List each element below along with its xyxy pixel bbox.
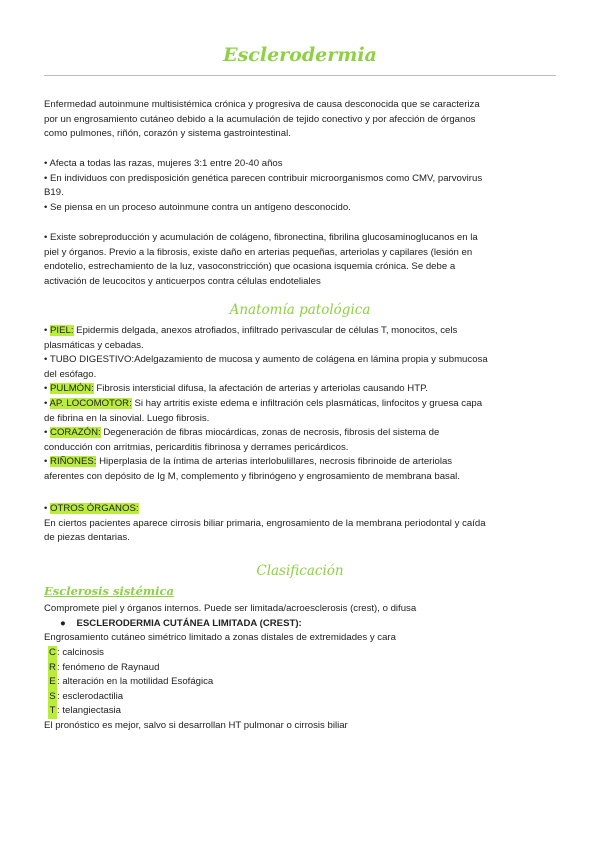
- crest-item: R: fenómeno de Raynaud: [44, 661, 213, 676]
- anatomy-piel: • PIEL: Epidermis delgada, anexos atrofiados, infiltrado perivascular de células T, monocitos, cels: [44, 325, 458, 336]
- intro-line: Enfermedad autoinmune multisistémica crónica y progresiva de causa desconocida que se caracteriza: [44, 99, 480, 110]
- anatomy-line: conducción con arritmias, pericarditis fibrinosa y derrames pericárdicos.: [44, 441, 349, 453]
- anatomy-line: aferentes con depósito de Ig M, complemento y fibrinógeno y engrosamiento de membrana basal.: [44, 470, 460, 482]
- pulmon-label: PULMÓN:: [50, 383, 94, 395]
- anatomy-line: de fibrina en la sinovial. Luego fibrosis.: [44, 412, 210, 424]
- prognosis-text: El pronóstico es mejor, salvo si desarrollan HT pulmonar o cirrosis biliar: [44, 720, 348, 731]
- intro-line: como pulmones, riñón, corazón y sistema gastrointestinal.: [44, 128, 291, 140]
- anatomy-otros: • OTROS ÓRGANOS:: [44, 503, 139, 514]
- corazon-label: CORAZÓN:: [50, 427, 101, 439]
- bullet-line: • Se piensa en un proceso autoinmune contra un antígeno desconocido.: [44, 201, 351, 213]
- crest-item: S: esclerodactilia: [44, 690, 213, 705]
- anatomy-line: plasmáticas y cebadas.: [44, 339, 144, 351]
- anatomy-line: del esófago.: [44, 368, 97, 380]
- piel-label: PIEL:: [50, 325, 74, 336]
- pathogenesis-line: • Existe sobreproducción y acumulación de colágeno, fibronectina, fibrilina glucosaminoglucanos en la: [44, 232, 478, 243]
- intro-line: por un engrosamiento cutáneo debido a la acumulación de tejido conectivo y por afección de órganos: [44, 113, 476, 125]
- crest-item: T : telangiectasia: [44, 704, 213, 719]
- locomotor-label: AP. LOCOMOTOR:: [49, 397, 132, 409]
- bullet-line: B19.: [44, 187, 64, 199]
- pathogenesis-line: activación de leucocitos y anticuerpos contra células endoteliales: [44, 275, 321, 287]
- otros-label: OTROS ÓRGANOS:: [50, 503, 139, 514]
- anatomy-tubo: • TUBO DIGESTIVO:Adelgazamiento de mucosa y aumento de colágena en lámina propia y submucosa: [44, 354, 488, 366]
- anatomy-pulmon: • PULMÓN: Fibrosis intersticial difusa, la afectación de arterias y arteriolas causando HTP.: [44, 383, 428, 395]
- pathogenesis-paragraph: [44, 231, 558, 289]
- rinones-label: RIÑONES:: [50, 456, 97, 468]
- page-title: Esclerodermia: [223, 44, 377, 66]
- pathogenesis-line: piel y órganos. Previo a la fibrosis, existe daño en arterias pequeñas, arteriolas y capilares (lesión en: [44, 246, 473, 258]
- anatomy-rinones: • RIÑONES: Hiperplasia de la íntima de arterias interlobulillares, necrosis fibrinoide de arteriolas: [44, 456, 453, 468]
- anatomy-locomotor: • AP. LOCOMOTOR: Si hay artritis existe edema e infiltración cels plasmáticas, linfocitos y gruesa capa: [44, 397, 483, 409]
- crest-title: ● ESCLERODERMIA CUTÁNEA LIMITADA (CREST):: [60, 617, 302, 629]
- otros-organos: [44, 502, 558, 546]
- systemic-sclerosis-heading: Esclerosis sistémica: [44, 584, 174, 598]
- anatomy-line: En ciertos pacientes aparece cirrosis biliar primaria, engrosamiento de la membrana periodontal y caída: [44, 517, 486, 529]
- bullet-line: • En individuos con predisposición genética parecen contribuir microorganismos como CMV, parvovirus: [44, 172, 483, 184]
- title-divider: [44, 75, 556, 76]
- systemic-text: Compromete piel y órganos internos. Puede ser limitada/acroesclerosis (crest), o difusa ● ESCLERODERMIA CUTÁNEA LIMITADA (CREST): Engrosamiento cutáneo simétrico limitado a zonas distales de extremidades y cara: [44, 602, 558, 646]
- anatomy-heading: Anatomía patológica: [229, 302, 371, 318]
- crest-list: [44, 646, 213, 719]
- epidemiology-list: [44, 157, 558, 215]
- bullet-line: • Afecta a todas las razas, mujeres 3:1 entre 20-40 años: [44, 158, 283, 169]
- anatomy-list: [44, 324, 558, 485]
- classification-heading: Clasificación: [256, 563, 344, 579]
- crest-item: C: calcinosis: [44, 646, 213, 661]
- anatomy-corazon: • CORAZÓN: Degeneración de fibras miocárdicas, zonas de necrosis, fibrosis del sistema de: [44, 427, 440, 439]
- crest-description: Engrosamiento cutáneo simétrico limitado a zonas distales de extremidades y cara: [44, 632, 396, 644]
- intro-paragraph: [44, 98, 558, 142]
- pathogenesis-line: endotelio, estrechamiento de la luz, vasoconstricción) que ocasiona isquemia crónica. Se debe a: [44, 261, 456, 273]
- anatomy-line: de piezas dentarias.: [44, 532, 130, 544]
- crest-item: E: alteración en la motilidad Esofágica: [44, 675, 213, 690]
